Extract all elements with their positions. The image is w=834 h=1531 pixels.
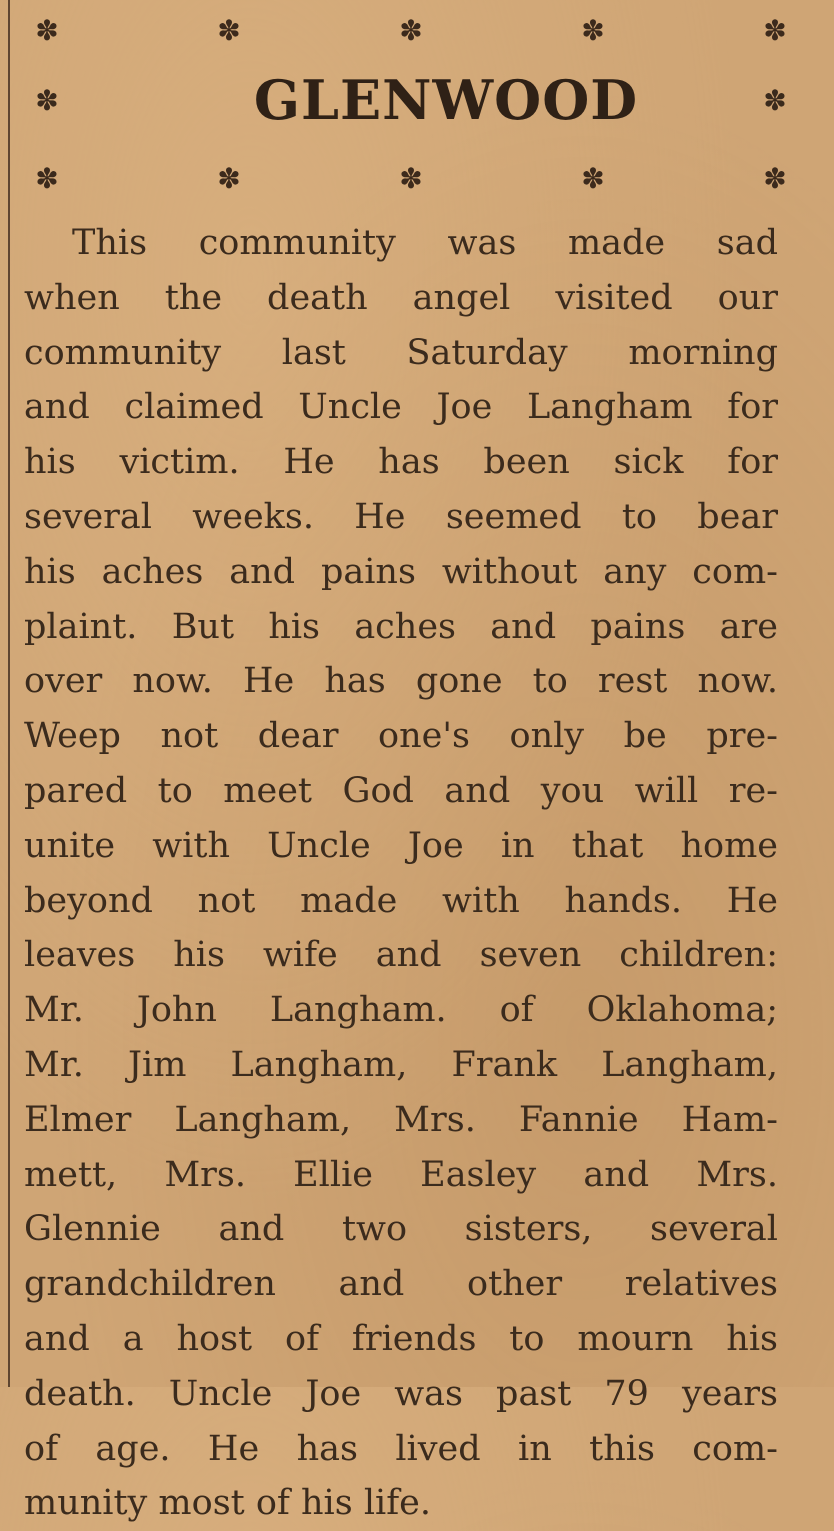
article-line: death. Uncle Joe was past 79 years (24, 1373, 778, 1414)
star-ornament-icon: ✽ (35, 161, 59, 195)
article-line: munity most of his life. (24, 1483, 431, 1524)
masthead (34, 62, 788, 138)
article-line: Glennie and two sisters, several (24, 1209, 778, 1250)
article-line: leaves his wife and seven children: (24, 935, 778, 976)
article-line: Mr. John Langham. of Oklahoma; (24, 990, 778, 1031)
star-ornament-icon: ✽ (217, 13, 241, 47)
article-line: pared to meet God and you will re- (24, 770, 778, 811)
star-ornament-icon: ✽ (35, 83, 59, 117)
star-ornament-icon: ✽ (399, 161, 423, 195)
article-line: beyond not made with hands. He (24, 880, 778, 921)
article-body (24, 216, 778, 1531)
article-line: unite with Uncle Joe in that home (24, 825, 778, 866)
article-line: and claimed Uncle Joe Langham for (24, 387, 778, 428)
article-line: Weep not dear one's only be pre- (24, 716, 778, 757)
article-line: grandchildren and other relatives (24, 1264, 778, 1305)
star-ornament-icon: ✽ (581, 161, 605, 195)
star-ornament-icon: ✽ (763, 83, 787, 117)
article-line: This community was made sad (72, 223, 778, 263)
article-line: over now. He has gone to rest now. (24, 661, 778, 702)
star-ornament-icon: ✽ (399, 13, 423, 47)
article-line: Elmer Langham, Mrs. Fannie Ham- (24, 1099, 778, 1140)
column-rule (8, 0, 10, 1387)
ornament-row-bottom (34, 158, 788, 198)
star-ornament-icon: ✽ (217, 161, 241, 195)
article-line: and a host of friends to mourn his (24, 1318, 778, 1359)
article-line: plaint. But his aches and pains are (24, 606, 778, 647)
star-ornament-icon: ✽ (35, 13, 59, 47)
article-line: of age. He has lived in this com- (24, 1428, 778, 1469)
star-ornament-icon: ✽ (763, 161, 787, 195)
star-ornament-icon: ✽ (581, 13, 605, 47)
star-ornament-icon: ✽ (763, 13, 787, 47)
article-line: community last Saturday morning (24, 332, 778, 373)
article-line: his victim. He has been sick for (24, 442, 778, 483)
article-line: mett, Mrs. Ellie Easley and Mrs. (24, 1154, 778, 1195)
ornament-row-top (34, 10, 788, 50)
article-line: several weeks. He seemed to bear (24, 496, 778, 537)
article-line: his aches and pains without any com- (24, 551, 778, 592)
article-line: Mr. Jim Langham, Frank Langham, (24, 1044, 778, 1085)
article-line: when the death angel visited our (24, 277, 778, 318)
page-title: GLENWOOD (253, 68, 639, 132)
